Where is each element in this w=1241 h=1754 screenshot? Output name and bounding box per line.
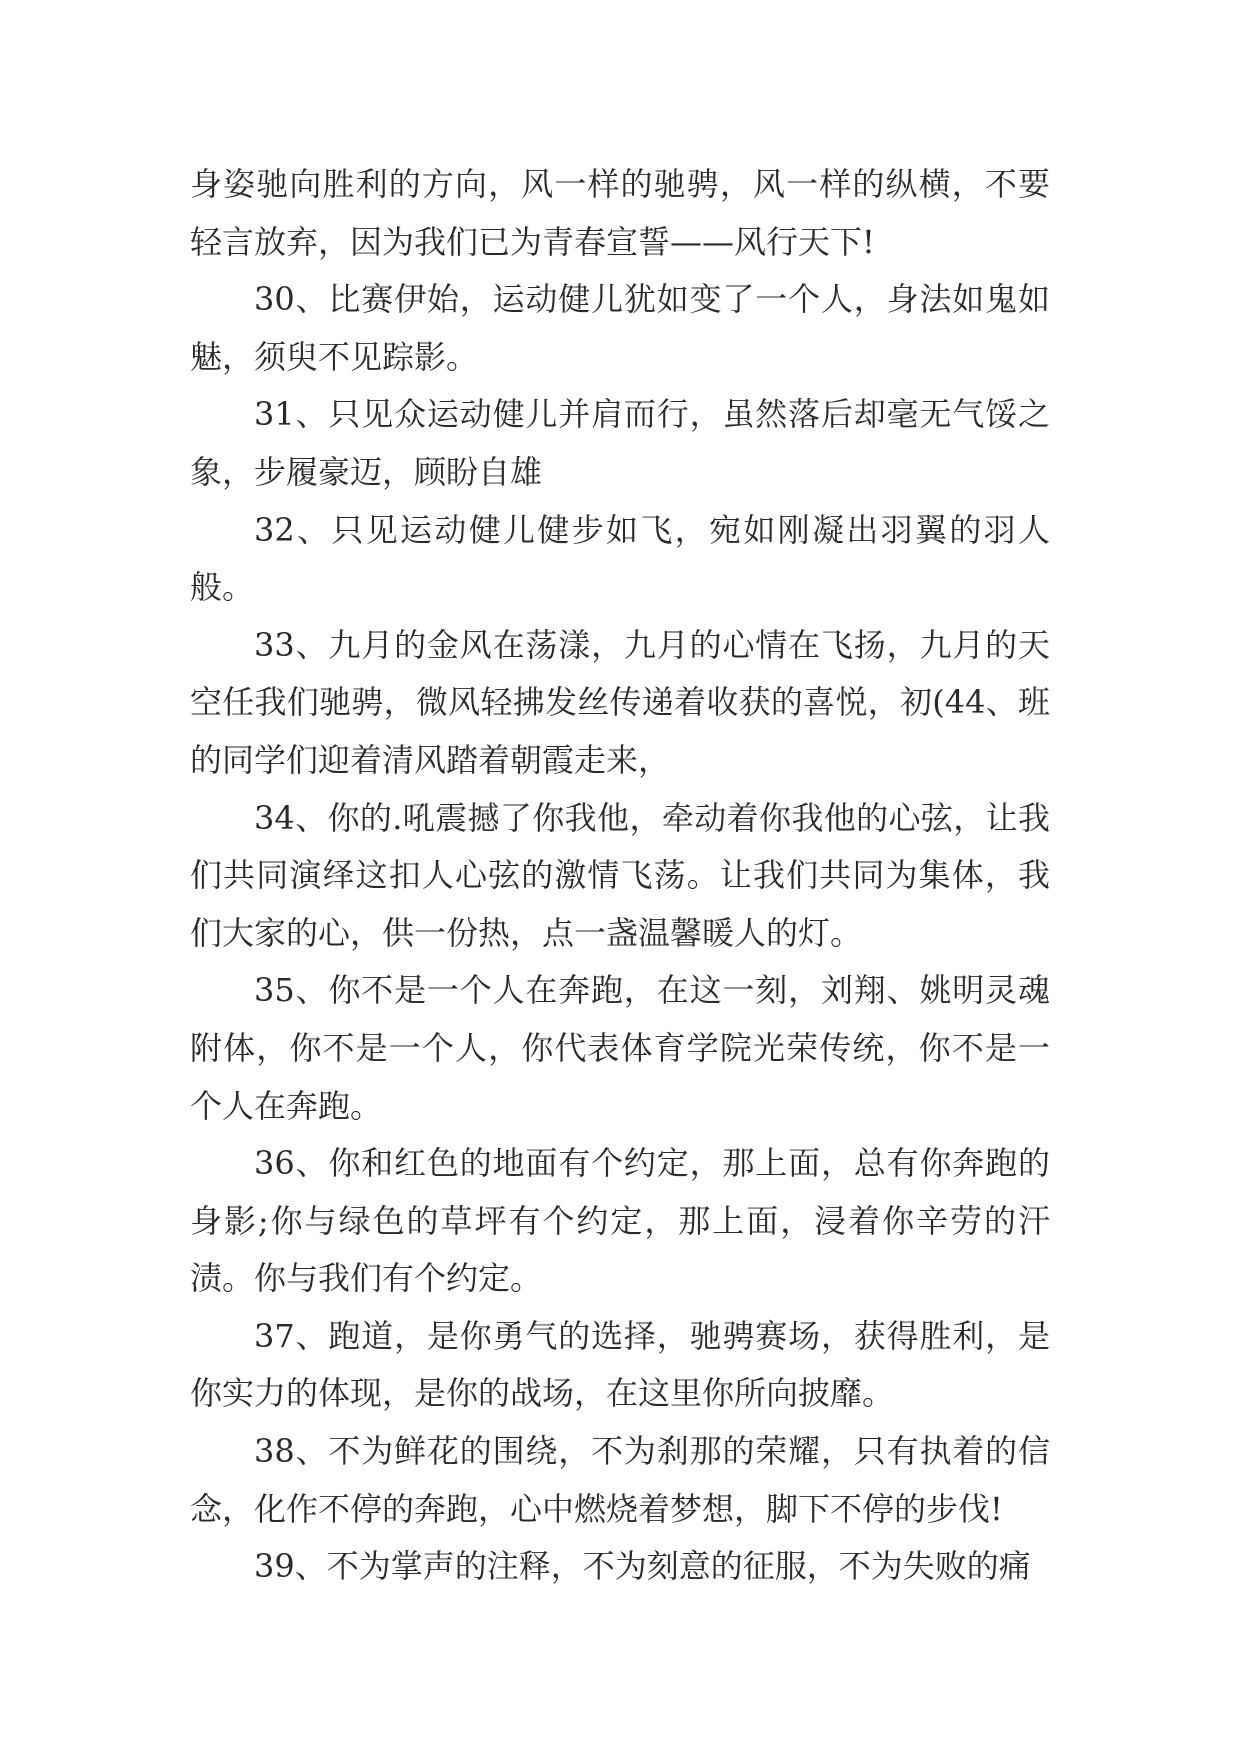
paragraph-38: 38、不为鲜花的围绕，不为刹那的荣耀，只有执着的信念，化作不停的奔跑，心中燃烧着梦想，脚下不停的步伐! <box>190 1432 1050 1528</box>
paragraph-31: 31、只见众运动健儿并肩而行，虽然落后却毫无气馁之象，步履豪迈，顾盼自雄 <box>190 395 1050 491</box>
paragraph-continuation: 身姿驰向胜利的方向，风一样的驰骋，风一样的纵横，不要轻言放弃，因为我们已为青春宣誓——风行天下! <box>190 165 1050 261</box>
paragraph-35: 35、你不是一个人在奔跑，在这一刻，刘翔、姚明灵魂附体，你不是一个人，你代表体育学院光荣传统，你不是一个人在奔跑。 <box>190 971 1050 1125</box>
paragraph-37: 37、跑道，是你勇气的选择，驰骋赛场，获得胜利，是你实力的体现，是你的战场，在这里你所向披靡。 <box>190 1316 1050 1413</box>
paragraph-36: 36、你和红色的地面有个约定，那上面，总有你奔跑的身影;你与绿色的草坪有个约定，那上面，浸着你辛劳的汗渍。你与我们有个约定。 <box>190 1144 1050 1298</box>
paragraph-39: 39、不为掌声的注释，不为刻意的征服，不为失败的痛 <box>254 1547 1031 1586</box>
paragraph-30: 30、比赛伊始，运动健儿犹如变了一个人，身法如鬼如魅，须臾不见踪影。 <box>190 280 1050 376</box>
document-body <box>190 156 1050 1596</box>
paragraph-34: 34、你的.吼震撼了你我他，牵动着你我他的心弦，让我们共同演绎这扣人心弦的激情飞荡。让我们共同为集体，我们大家的心，供一份热，点一盏温馨暖人的灯。 <box>190 798 1050 952</box>
paragraph-32: 32、只见运动健儿健步如飞，宛如刚凝出羽翼的羽人般。 <box>190 510 1050 607</box>
paragraph-33: 33、九月的金风在荡漾，九月的心情在飞扬，九月的天空任我们驰骋，微风轻拂发丝传递着收获的喜悦，初(44、班的同学们迎着清风踏着朝霞走来， <box>190 625 1050 779</box>
